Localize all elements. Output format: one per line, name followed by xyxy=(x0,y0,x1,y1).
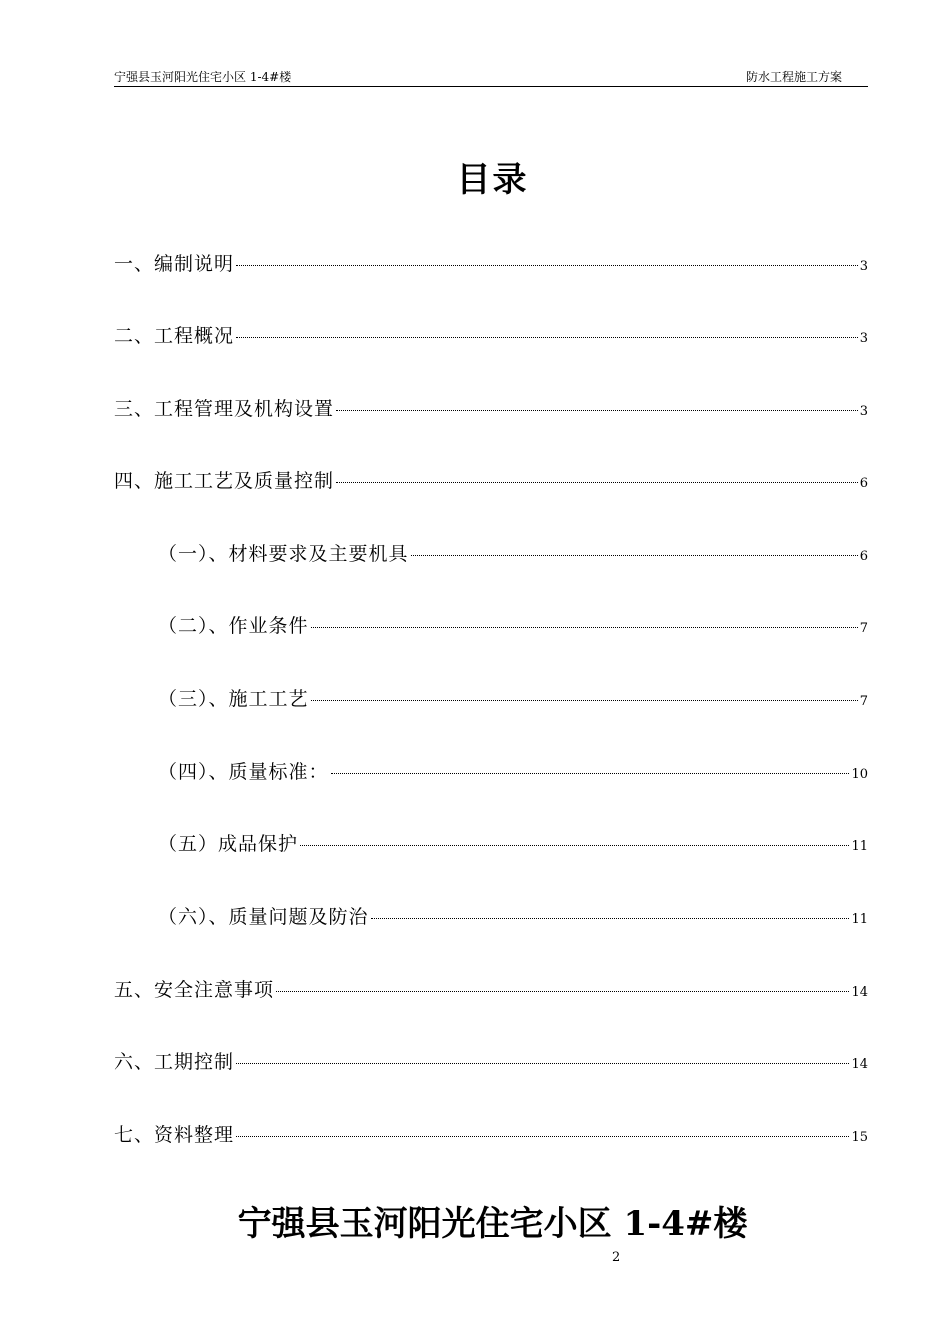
toc-entry-page: 14 xyxy=(851,985,868,1000)
toc-entry-page: 15 xyxy=(851,1130,868,1145)
toc-entry-6[interactable] xyxy=(114,1047,868,1077)
toc-entry-5[interactable] xyxy=(114,975,868,1005)
toc-entry-page: 7 xyxy=(859,694,868,709)
toc-entry-label: （六）、质量问题及防治 xyxy=(158,906,369,928)
toc-dot-leader xyxy=(236,1063,849,1064)
toc-entry-4-4[interactable] xyxy=(158,757,868,787)
header-document-title: 防水工程施工方案 xyxy=(745,70,842,84)
toc-entry-4-6[interactable] xyxy=(158,902,868,932)
toc-entry-3[interactable] xyxy=(114,394,868,424)
toc-entry-page: 3 xyxy=(859,331,868,346)
toc-dot-leader xyxy=(311,627,858,628)
toc-dot-leader xyxy=(336,482,858,483)
toc-entry-label: 一、编制说明 xyxy=(114,253,235,275)
toc-dot-leader xyxy=(311,700,858,701)
toc-entry-7[interactable] xyxy=(114,1120,868,1150)
toc-entry-page: 6 xyxy=(859,549,868,564)
toc-entry-4-2[interactable] xyxy=(158,611,868,641)
page-number: 2 xyxy=(612,1250,621,1265)
toc-dot-leader xyxy=(331,773,850,774)
toc-entry-page: 7 xyxy=(859,621,868,636)
toc-entry-label: （三）、施工工艺 xyxy=(158,688,309,710)
toc-entry-page: 11 xyxy=(851,839,868,854)
header-project-name: 宁强县玉河阳光住宅小区 1-4#楼 xyxy=(114,70,292,84)
toc-entry-label: 七、资料整理 xyxy=(114,1124,235,1146)
toc-entry-2[interactable] xyxy=(114,321,868,351)
toc-dot-leader xyxy=(276,991,849,992)
toc-entry-page: 3 xyxy=(859,259,868,274)
toc-entry-4-1[interactable] xyxy=(158,539,868,569)
toc-entry-page: 14 xyxy=(851,1057,868,1072)
toc-entry-label: （二）、作业条件 xyxy=(158,615,309,637)
toc-entry-label: 六、工期控制 xyxy=(114,1051,235,1073)
toc-entry-page: 6 xyxy=(859,476,868,491)
toc-dot-leader xyxy=(300,845,849,846)
toc-entry-label: 三、工程管理及机构设置 xyxy=(114,398,335,420)
toc-entry-label: （五）成品保护 xyxy=(158,833,299,855)
toc-entry-label: 四、施工工艺及质量控制 xyxy=(114,470,335,492)
toc-entry-page: 11 xyxy=(851,912,868,927)
toc-entry-page: 3 xyxy=(859,404,868,419)
toc-dot-leader xyxy=(236,337,858,338)
toc-entry-1[interactable] xyxy=(114,249,868,279)
toc-entry-label: 五、安全注意事项 xyxy=(114,979,275,1001)
toc-entry-label: （四）、质量标准： xyxy=(158,761,329,783)
page-header xyxy=(114,66,868,87)
toc-dot-leader xyxy=(371,918,850,919)
toc-entry-label: （一）、材料要求及主要机具 xyxy=(158,543,409,565)
toc-dot-leader xyxy=(411,555,858,556)
toc-dot-leader xyxy=(336,410,858,411)
toc-entry-4-3[interactable] xyxy=(158,684,868,714)
toc-dot-leader xyxy=(236,265,858,266)
document-main-title: 宁强县玉河阳光住宅小区 1-4#楼 xyxy=(237,1204,748,1244)
toc-entry-4-5[interactable] xyxy=(158,829,868,859)
toc-entry-page: 10 xyxy=(851,767,868,782)
toc-entry-4[interactable] xyxy=(114,466,868,496)
toc-title: 目录 xyxy=(456,160,529,200)
toc-dot-leader xyxy=(236,1136,849,1137)
toc-entry-label: 二、工程概况 xyxy=(114,325,235,347)
